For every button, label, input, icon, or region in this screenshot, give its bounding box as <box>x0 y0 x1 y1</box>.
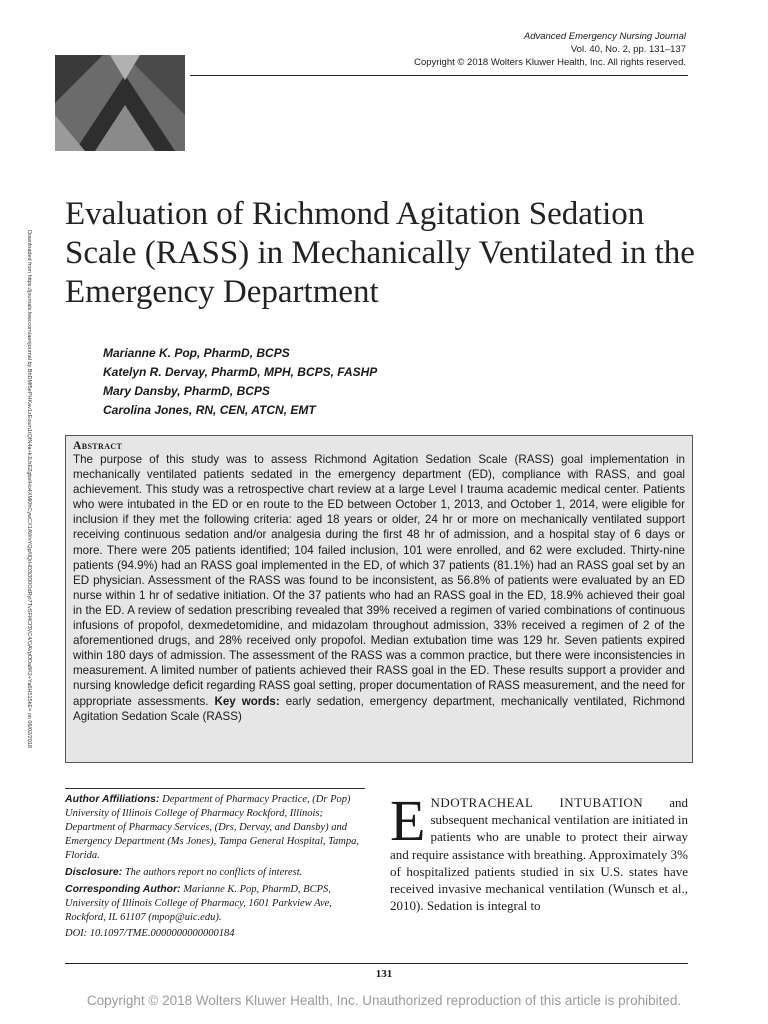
doi: DOI: 10.1097/TME.0000000000000184 <box>65 928 235 939</box>
body-lead: NDOTRACHEAL INTUBATION <box>430 795 644 810</box>
journal-volume: Vol. 40, No. 2, pp. 131–137 <box>570 44 686 55</box>
corresponding-label: Corresponding Author: <box>65 883 181 895</box>
author-list <box>103 344 377 420</box>
author-3: Mary Dansby, PharmD, BCPS <box>103 384 270 398</box>
disclosure-label: Disclosure: <box>65 866 123 878</box>
abstract-heading: Abstract <box>73 440 123 452</box>
disclosure-text: The authors report no conflicts of interest. <box>124 867 303 878</box>
keywords: early sedation, emergency department, mechanically ventilated, Richmond Agitation Sedation Scale (RASS) <box>73 694 685 723</box>
journal-logo-graphic <box>55 55 185 151</box>
body-paragraph: and subsequent mechanical ventilation are initiated in patients who are unable to protect their airway and require assistance with breathing. Approximately 3% of hospitalized patients studied in six U.S. states have received invasive mechanical ventilation (Wunsch et al., 2010). Sedation is integral to <box>390 795 688 914</box>
keywords-label: Key words: <box>214 694 280 708</box>
corresponding-text: Marianne K. Pop, PharmD, BCPS, University of Illinois College of Pharmacy, 1601 Parkview Ave, Rockford, IL 61107 (mpop@uic.edu). <box>65 884 332 923</box>
drop-cap: E <box>390 788 426 853</box>
download-side-note: Downloaded from https://journals.lww.com/aenjournal by BhDMf5ePHKav1zEoum1tQfN4a+kJLhEZgbsIHo4XMi0hCywCX1AWnYQp/IlQrHD3i3D0OdRyi7TvSFl4Cf3VC4/OAVpDDa8K2+Ya6H515kE= on 06/02/2018 <box>26 230 32 748</box>
author-affiliations <box>65 792 365 943</box>
abstract-body: The purpose of this study was to assess Richmond Agitation Sedation Scale (RASS) goal implementation in mechanically ventilated patients sedated in the emergency department (ED), compliance with RASS, and goal achievement. This study was a retrospective chart review at a large Level I trauma academic medical center. Patients who were intubated in the ED or en route to the ED between October 1, 2013, and October 1, 2014, were eligible for inclusion if they met the following criteria: aged 18 years or older, 24 hr or more on mechanically ventilated support receiving continuous sedation and/or analgesia during the first 48 hr of admission, and a hospital stay of 6 days or more. There were 205 patients identified; 104 failed inclusion, 101 were enrolled, and 62 were excluded. Thirty-nine patients (94.9%) had an RASS goal implemented in the ED, of which 37 patients (81.1%) had an RASS goal set by an ED physician. Assessment of the RASS was found to be inconsistent, as 56.8% of patients were evaluated by an ED nurse within 1 hr of sedative initiation. Of the 37 patients who had an RASS goal in the ED, 18.9% achieved their goal in the ED. A review of sedation prescribing revealed that 39% received a regimen of varied combinations of continuous infusions of propofol, dexmedetomidine, and midazolam throughout admission, 33% received a regimen of 2 of the aforementioned drugs, and 28% received only propofol. Median extubation time was 129 hr. Seven patients expired within 180 days of admission. The assessment of the RASS was a common practice, but there were inconsistencies in measurement. A limited number of patients achieved their RASS goal in the ED. These results support a provider and nursing knowledge deficit regarding RASS goal setting, proper documentation of RASS measurement, and the need for appropriate assessments. <box>73 453 685 708</box>
page-number: 131 <box>375 968 393 980</box>
journal-header <box>414 30 686 69</box>
footer-copyright: Copyright © 2018 Wolters Kluwer Health, Inc. Unauthorized reproduction of this article is prohibited. <box>86 993 682 1008</box>
journal-name: Advanced Emergency Nursing Journal <box>523 31 686 42</box>
affiliation-rule <box>65 788 365 789</box>
author-2: Katelyn R. Dervay, PharmD, MPH, BCPS, FASHP <box>103 365 378 379</box>
affiliation-label: Author Affiliations: <box>65 793 160 805</box>
abstract-text <box>73 452 685 724</box>
abstract-box <box>65 435 693 763</box>
footer-rule <box>65 963 688 964</box>
affiliation-text: Department of Pharmacy Practice, (Dr Pop) University of Illinois College of Pharmacy Rockford, Illinois; Department of Pharmacy Services, (Drs, Dervay, and Dansby) and Emergency Department (Ms Jones), Tampa General Hospital, Tampa, Florida. <box>65 794 359 861</box>
body-text <box>390 788 688 914</box>
journal-copyright: Copyright © 2018 Wolters Kluwer Health, Inc. All rights reserved. <box>414 57 686 68</box>
corresponding-paragraph <box>65 882 365 925</box>
author-1: Marianne K. Pop, PharmD, BCPS <box>103 346 290 360</box>
affiliation-paragraph <box>65 792 365 863</box>
disclosure-paragraph <box>65 865 365 880</box>
header-rule <box>190 75 688 76</box>
article-title: Evaluation of Richmond Agitation Sedation Scale (RASS) in Mechanically Ventilated in the Emergency Department <box>65 196 695 310</box>
author-4: Carolina Jones, RN, CEN, ATCN, EMT <box>103 403 316 417</box>
diamond-pattern-icon <box>55 55 185 151</box>
